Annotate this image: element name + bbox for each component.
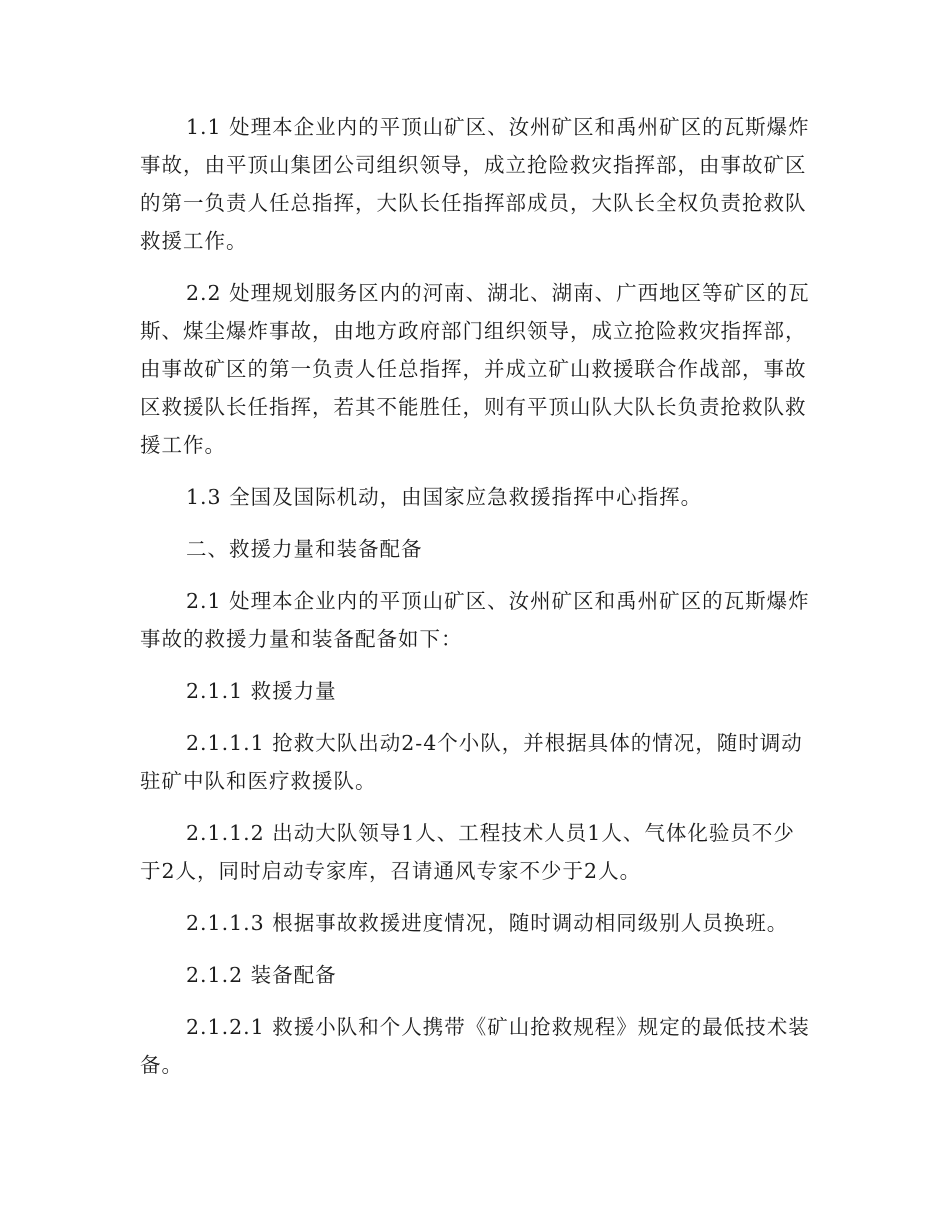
document-body bbox=[140, 108, 810, 1098]
paragraph-2-1-overview: 2.1 处理本企业内的平顶山矿区、汝州矿区和禹州矿区的瓦斯爆炸事故的救援力量和装备配备如下： bbox=[140, 589, 810, 651]
paragraph-2-1-2-1: 2.1.2.1 救援小队和个人携带《矿山抢救规程》规定的最低技术装备。 bbox=[140, 1015, 810, 1077]
subheading-2-1-2-equipment: 2.1.2 装备配备 bbox=[186, 963, 337, 987]
paragraph-2-2-regional-command: 2.2 处理规划服务区内的河南、湖北、湖南、广西地区等矿区的瓦斯、煤尘爆炸事故，由地方政府部门组织领导，成立抢险救灾指挥部，由事故矿区的第一负责人任总指挥，并成立矿山救援联合作战部，事故区救援队长任指挥，若其不能胜任，则有平顶山队大队长负责抢救队救援工作。 bbox=[140, 281, 810, 457]
paragraph-2-1-1-3: 2.1.1.3 根据事故救援进度情况，随时调动相同级别人员换班。 bbox=[186, 911, 789, 935]
paragraph-1-1-command: 1.1 处理本企业内的平顶山矿区、汝州矿区和禹州矿区的瓦斯爆炸事故，由平顶山集团公司组织领导，成立抢险救灾指挥部，由事故矿区的第一负责人任总指挥，大队长任指挥部成员，大队长全权负责抢救队救援工作。 bbox=[140, 115, 810, 253]
subheading-2-1-1-forces: 2.1.1 救援力量 bbox=[186, 679, 337, 703]
paragraph-1-3-national-command: 1.3 全国及国际机动，由国家应急救援指挥中心指挥。 bbox=[186, 485, 703, 509]
paragraph-2-1-1-2: 2.1.1.2 出动大队领导1人、工程技术人员1人、气体化验员不少于2人，同时启动专家库，召请通风专家不少于2人。 bbox=[140, 821, 795, 883]
paragraph-2-1-1-1: 2.1.1.1 抢救大队出动2-4个小队，并根据具体的情况，随时调动驻矿中队和医疗救援队。 bbox=[140, 731, 803, 793]
section-heading-forces-equipment: 二、救援力量和装备配备 bbox=[186, 537, 423, 561]
